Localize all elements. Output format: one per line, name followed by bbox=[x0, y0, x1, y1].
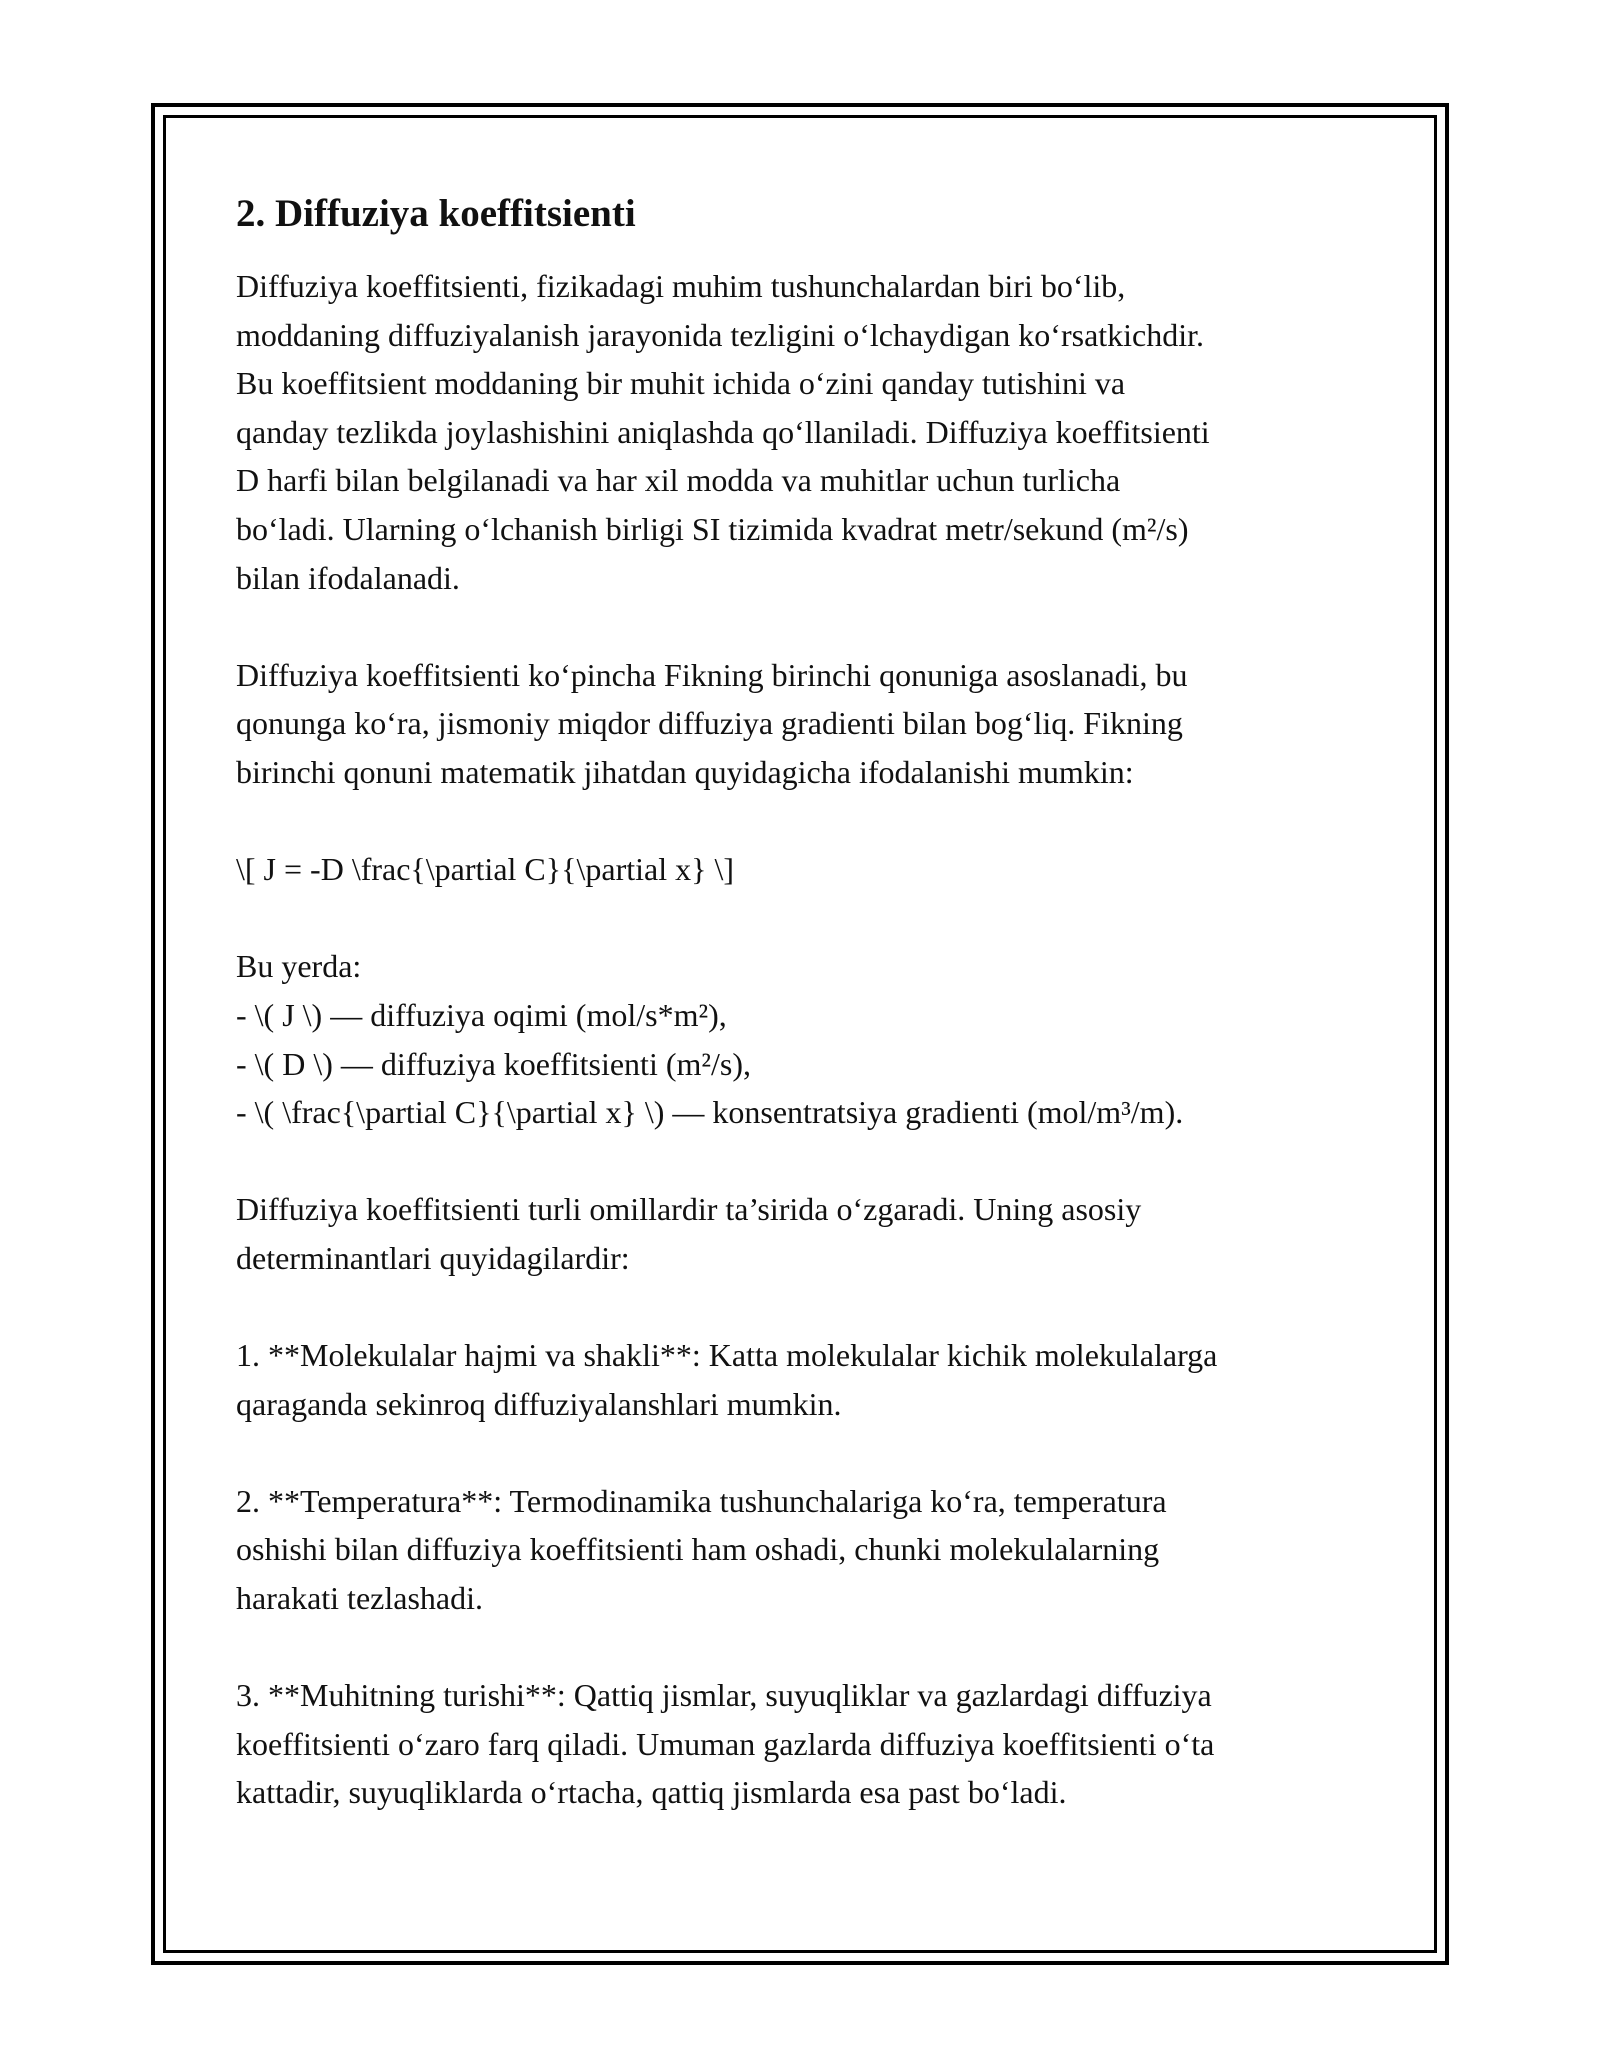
section-heading: 2. Diffuziya koeffitsienti bbox=[236, 192, 636, 235]
formula-line: \[ J = -D \frac{\partial C}{\partial x} \] bbox=[236, 851, 734, 888]
paragraph-gap bbox=[236, 797, 1386, 846]
paragraph-gap bbox=[236, 894, 1386, 943]
paragraph-definition bbox=[236, 262, 1386, 602]
text-line: Diffuziya koeffitsienti ko‘pincha Fikning birinchi qonuniga asoslanadi, bu bbox=[236, 656, 1188, 693]
paragraph-gap bbox=[236, 1623, 1386, 1672]
text-line: birinchi qonuni matematik jihatdan quyidagicha ifodalanishi mumkin: bbox=[236, 753, 1134, 790]
text-line: 1. **Molekulalar hajmi va shakli**: Katta molekulalar kichik molekulalarga bbox=[236, 1337, 1218, 1374]
paragraph-gap bbox=[236, 1428, 1386, 1477]
text-line: oshishi bilan diffuziya koeffitsienti ham oshadi, chunki molekulalarning bbox=[236, 1531, 1160, 1568]
text-line: bilan ifodalanadi. bbox=[236, 559, 460, 596]
factor-item-3 bbox=[236, 1671, 1386, 1817]
text-line: 3. **Muhitning turishi**: Qattiq jismlar, suyuqliklar va gazlardagi diffuziya bbox=[236, 1677, 1212, 1714]
text-line: Diffuziya koeffitsienti turli omillardir ta’sirida o‘zgaradi. Uning asosiy bbox=[236, 1191, 1142, 1228]
text-line: moddaning diffuziyalanish jarayonida tezligini o‘lchaydigan ko‘rsatkichdir. bbox=[236, 316, 1205, 353]
text-line: bo‘ladi. Ularning o‘lchanish birligi SI tizimida kvadrat metr/sekund (m²/s) bbox=[236, 510, 1189, 547]
text-line: harakati tezlashadi. bbox=[236, 1580, 483, 1617]
paragraph-gap bbox=[236, 1282, 1386, 1331]
definition-item: - \( J \) — diffuziya oqimi (mol/s*m²), bbox=[236, 996, 727, 1033]
text-line: D harfi bilan belgilanadi va har xil modda va muhitlar uchun turlicha bbox=[236, 462, 1121, 499]
text-line: Diffuziya koeffitsienti, fizikadagi muhim tushunchalardan biri bo‘lib, bbox=[236, 268, 1126, 304]
factor-item-2 bbox=[236, 1477, 1386, 1623]
text-line: qanday tezlikda joylashishini aniqlashda qo‘llaniladi. Diffuziya koeffitsienti bbox=[236, 413, 1210, 450]
text-line: qaraganda sekinroq diffuziyalanshlari mumkin. bbox=[236, 1385, 842, 1422]
text-line: determinantlari quyidagilardir: bbox=[236, 1239, 630, 1276]
definitions-list bbox=[236, 942, 1386, 1136]
factor-item-1 bbox=[236, 1331, 1386, 1428]
definition-item: - \( \frac{\partial C}{\partial x} \) — konsentratsiya gradienti (mol/m³/m). bbox=[236, 1094, 1184, 1131]
document-body bbox=[236, 188, 1386, 1817]
text-line: kattadir, suyuqliklarda o‘rtacha, qattiq jismlarda esa past bo‘ladi. bbox=[236, 1774, 1067, 1811]
definition-item: - \( D \) — diffuziya koeffitsienti (m²/s), bbox=[236, 1045, 751, 1082]
text-line: qonunga ko‘ra, jismoniy miqdor diffuziya gradienti bilan bog‘liq. Fikning bbox=[236, 705, 1183, 742]
paragraph-fick-law bbox=[236, 651, 1386, 797]
text-line: Bu koeffitsient moddaning bir muhit ichida o‘zini qanday tutishini va bbox=[236, 365, 1126, 402]
text-line: 2. **Temperatura**: Termodinamika tushunchalariga ko‘ra, temperatura bbox=[236, 1482, 1167, 1519]
paragraph-gap bbox=[236, 602, 1386, 651]
paragraph-gap bbox=[236, 1137, 1386, 1186]
text-line: koeffitsienti o‘zaro farq qiladi. Umuman gazlarda diffuziya koeffitsienti o‘ta bbox=[236, 1725, 1215, 1762]
paragraph-factors bbox=[236, 1185, 1386, 1282]
where-intro: Bu yerda: bbox=[236, 948, 362, 985]
